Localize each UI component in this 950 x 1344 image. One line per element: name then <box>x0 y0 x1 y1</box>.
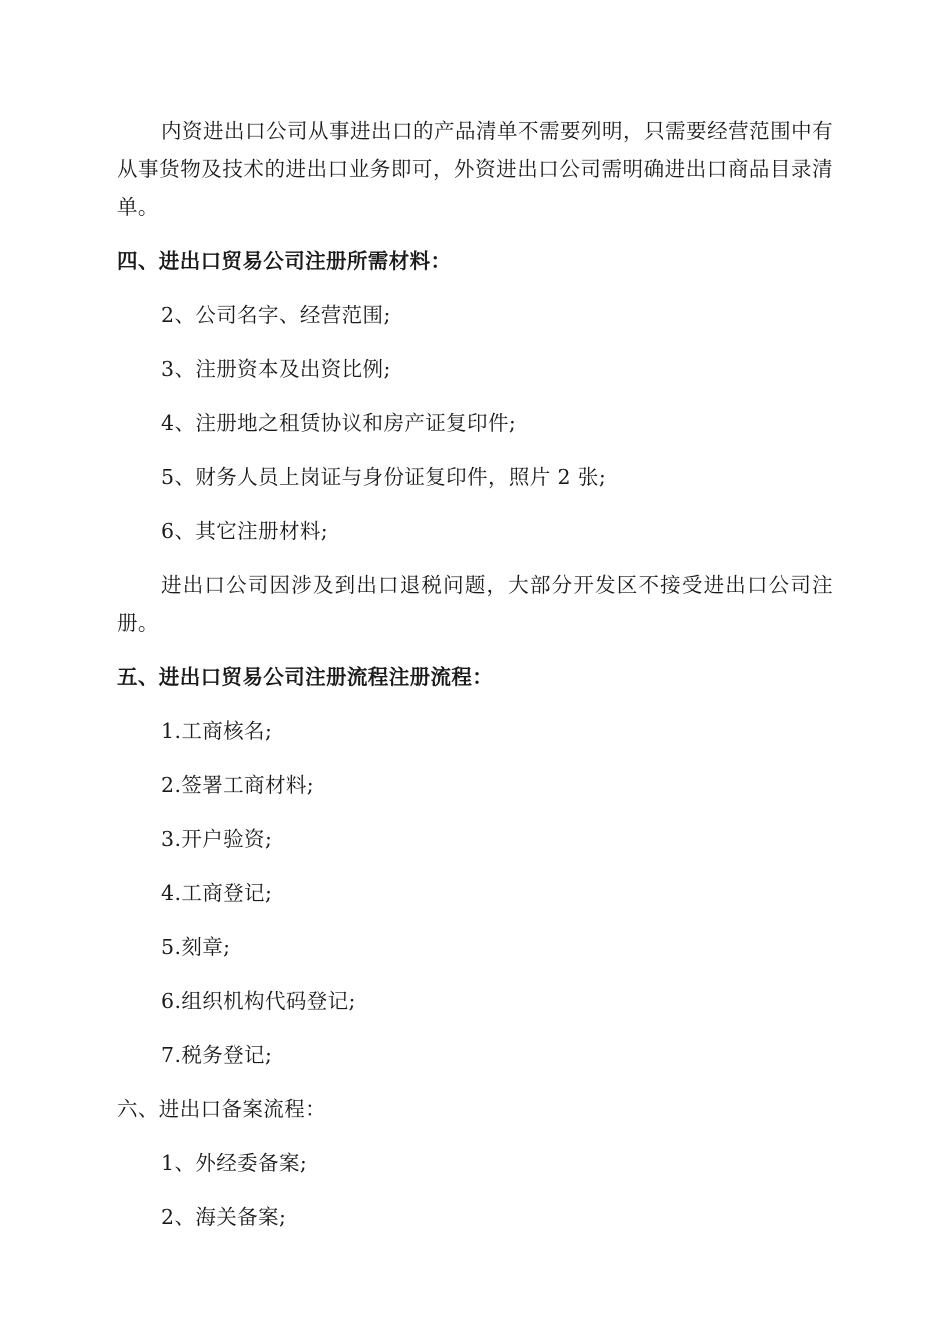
section5-item: 6.组织机构代码登记; <box>161 989 356 1013</box>
section4-note: 进出口公司因涉及到出口退税问题，大部分开发区不接受进出口公司注册。 <box>117 573 833 635</box>
section6-item: 2、海关备案; <box>161 1205 287 1229</box>
section4-item: 4、注册地之租赁协议和房产证复印件; <box>161 411 517 435</box>
section5-heading: 五、进出口贸易公司注册流程注册流程： <box>117 665 494 689</box>
section5-item: 3.开户验资; <box>161 827 273 851</box>
section5-item: 2.签署工商材料; <box>161 773 315 797</box>
section6-item: 1、外经委备案; <box>161 1151 308 1175</box>
section4-item: 2、公司名字、经营范围; <box>161 303 391 327</box>
section5-item: 7.税务登记; <box>161 1043 273 1067</box>
section5-item: 4.工商登记; <box>161 881 273 905</box>
section4-item: 3、注册资本及出资比例; <box>161 357 391 381</box>
section6-heading: 六、进出口备案流程： <box>117 1097 326 1121</box>
section5-item: 1.工商核名; <box>161 719 273 743</box>
intro-paragraph: 内资进出口公司从事进出口的产品清单不需要列明，只需要经营范围中有从事货物及技术的进出口业务即可，外资进出口公司需明确进出口商品目录清单。 <box>117 119 833 219</box>
section4-item: 6、其它注册材料; <box>161 519 329 543</box>
document-page <box>117 112 833 1252</box>
section5-item: 5.刻章; <box>161 935 231 959</box>
section4-item: 5、财务人员上岗证与身份证复印件，照片 2 张; <box>161 465 607 489</box>
section4-heading: 四、进出口贸易公司注册所需材料： <box>117 249 452 273</box>
